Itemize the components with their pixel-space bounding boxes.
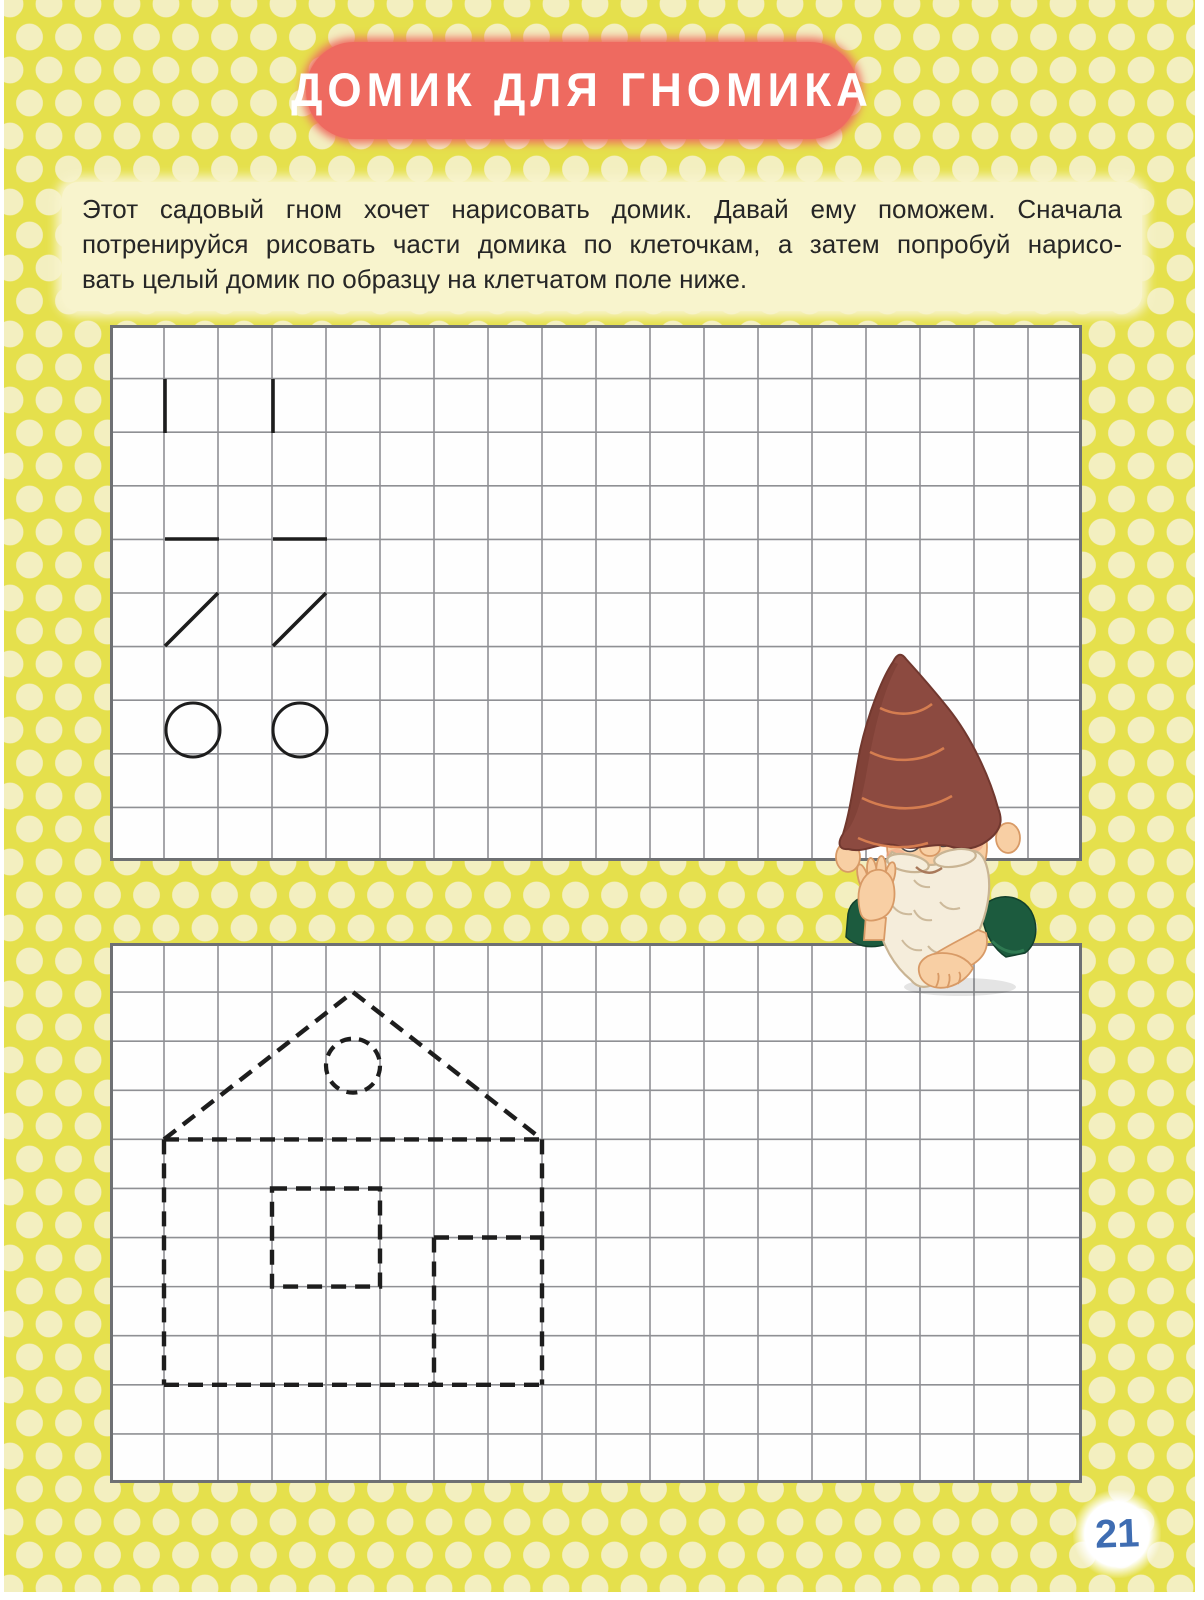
gnome-hat [840, 655, 1001, 850]
title-banner [291, 42, 873, 139]
instruction-line-1: Этот садовый гном хочет нарисовать домик. Давай ему поможем. Сначала [82, 194, 1122, 224]
instruction-line-3: вать целый домик по образцу на клетчатом поле ниже. [82, 264, 748, 294]
gnome-illustration [810, 640, 1050, 1010]
page-number: 21 [1093, 1510, 1140, 1557]
instruction-panel [62, 182, 1142, 311]
instruction-line-2: потренируйся рисовать части домика по клеточкам, а затем попробуй нарисо- [82, 229, 1122, 259]
gnome-right-sleeve [983, 897, 1036, 957]
model-grid-with-house [110, 943, 1082, 1483]
page-number-badge [1073, 1490, 1161, 1578]
page-title: ДОМИК ДЛЯ ГНОМИКА [291, 63, 873, 117]
